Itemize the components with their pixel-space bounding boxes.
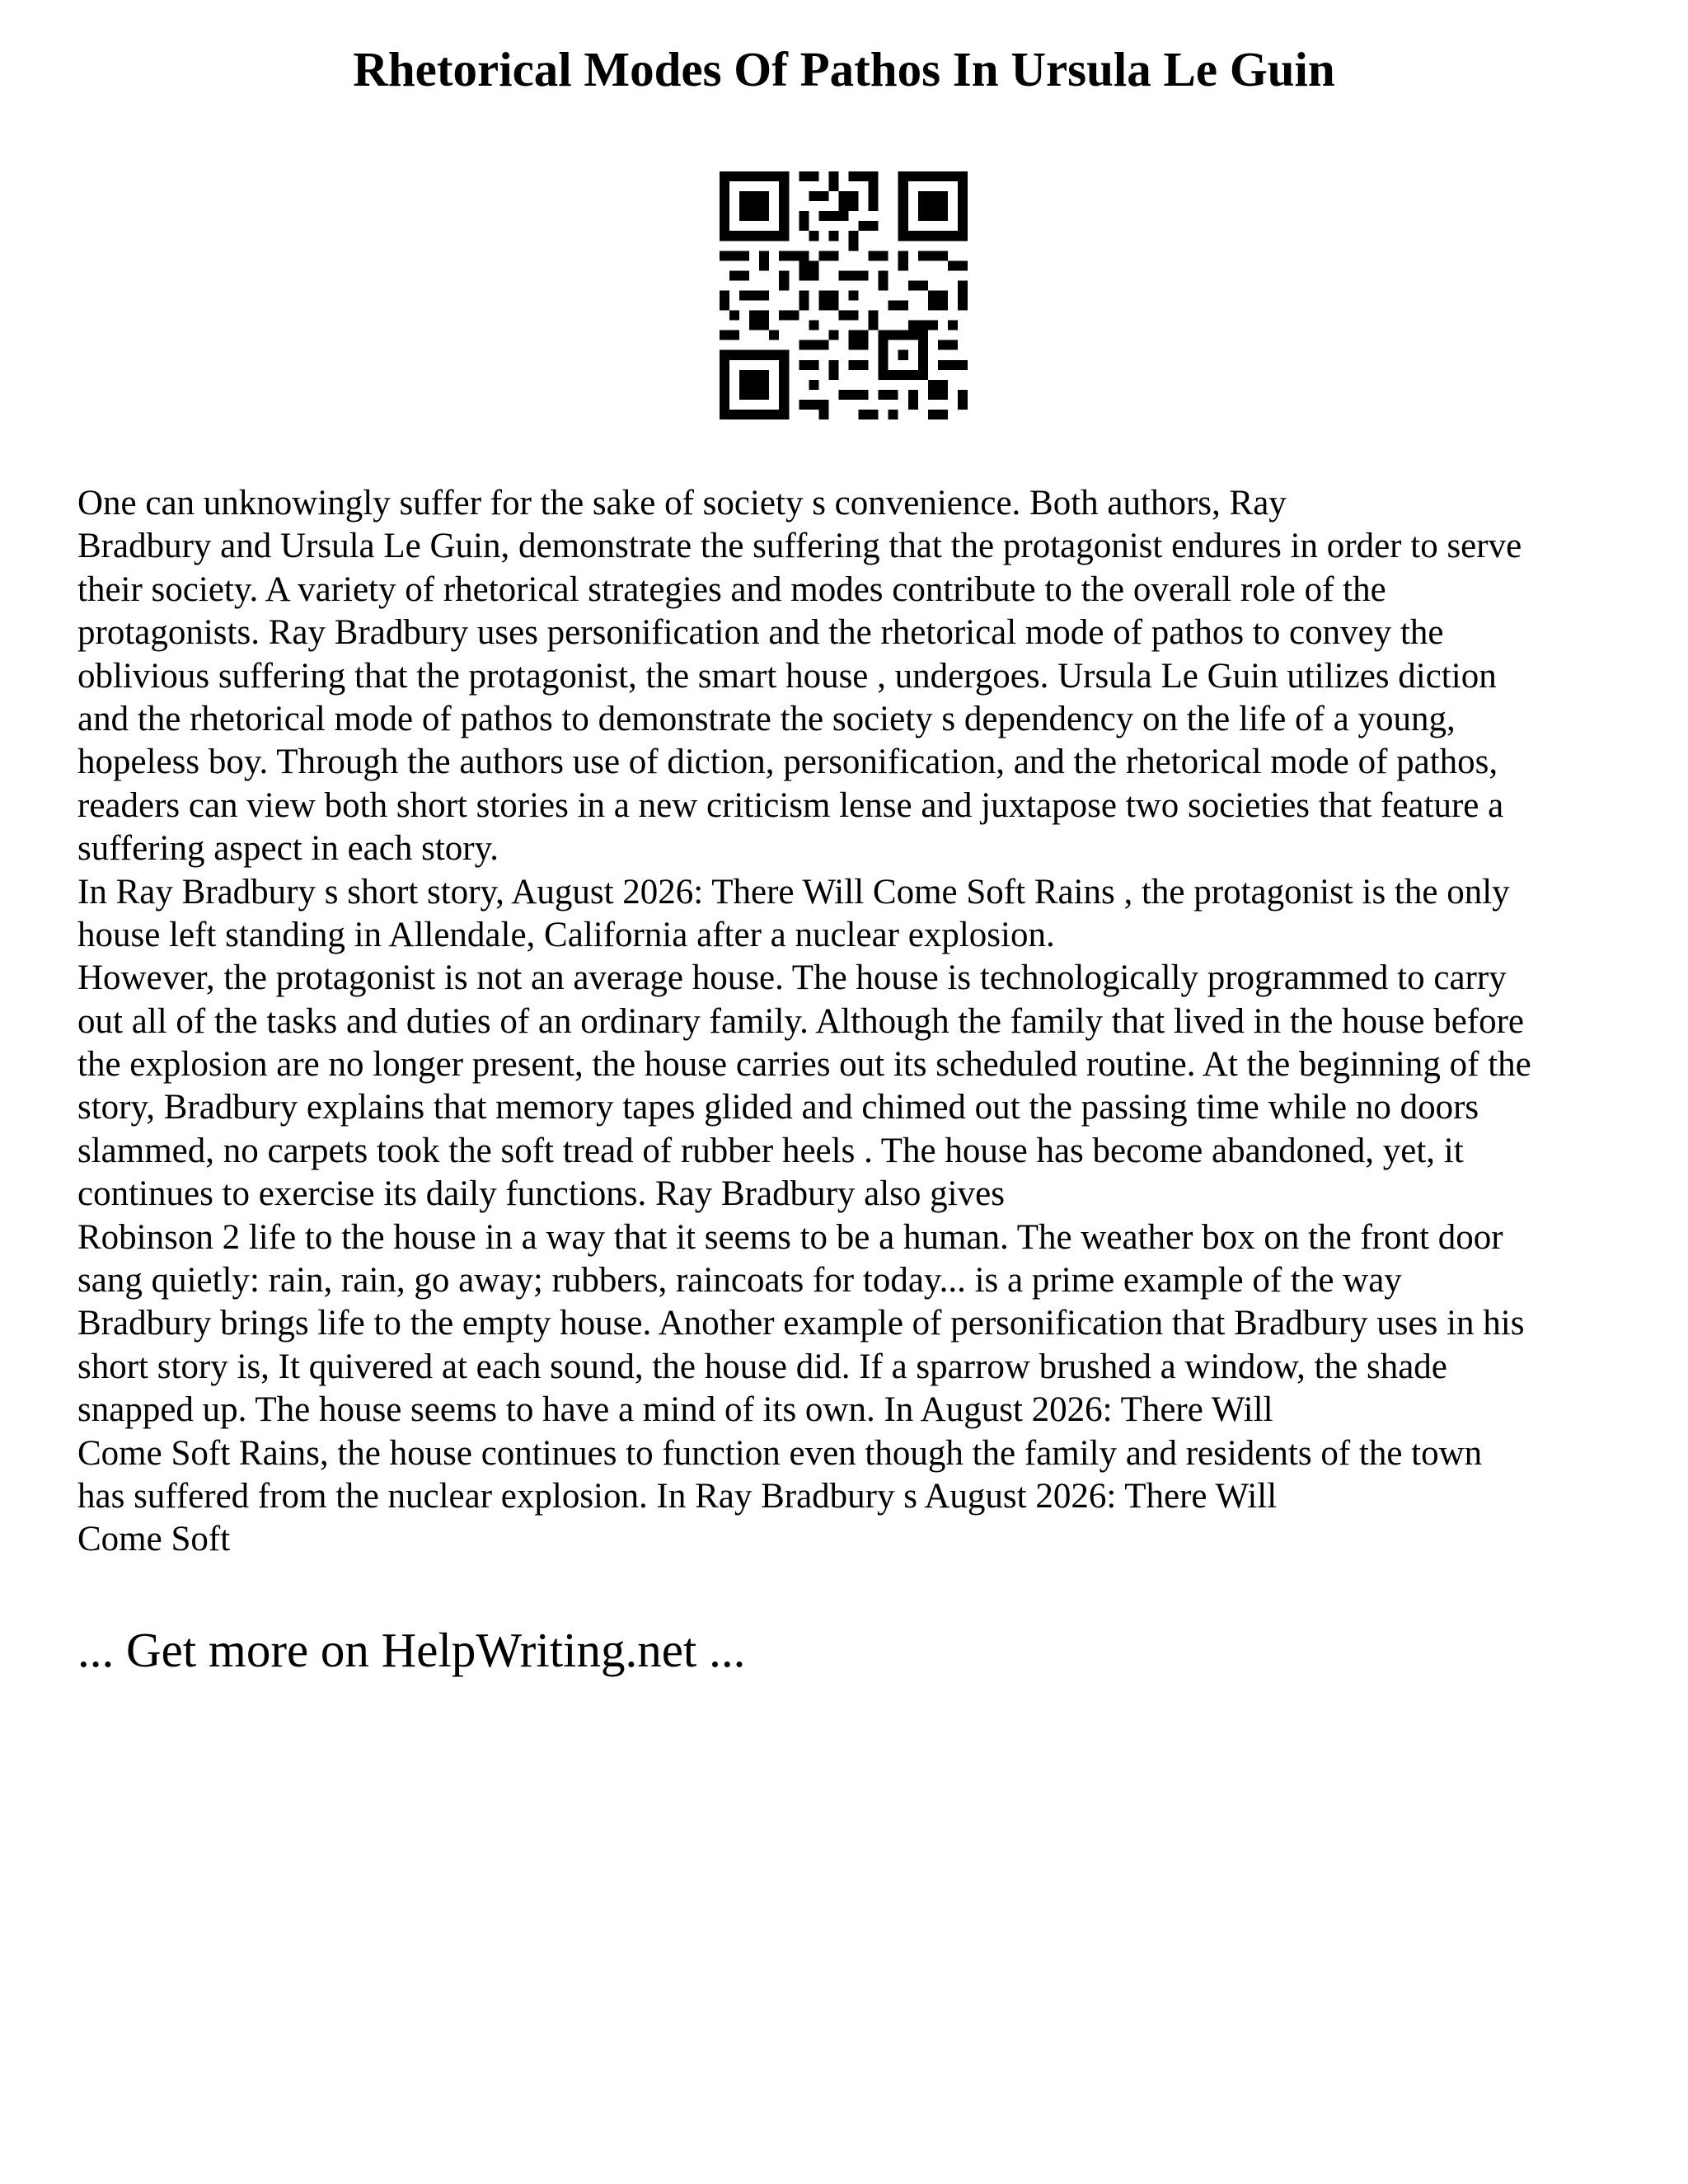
body-line: short story is, It quivered at each sound, the house did. If a sparrow brushed a window, the shade [77, 1347, 1447, 1386]
body-line: oblivious suffering that the protagonist, the smart house , undergoes. Ursula Le Guin utilizes diction [77, 656, 1497, 696]
body-line: snapped up. The house seems to have a mind of its own. In August 2026: There Will [77, 1390, 1273, 1430]
body-line: Bradbury brings life to the empty house. Another example of personification that Bradbury uses in his [77, 1304, 1525, 1343]
body-line: Come Soft Rains, the house continues to function even though the family and residents of the town [77, 1433, 1483, 1473]
body-line: suffering aspect in each story. [77, 829, 499, 869]
qr-code-graphic [720, 171, 968, 419]
body-line: However, the protagonist is not an average house. The house is technologically programmed to carry [77, 958, 1507, 998]
body-line: Come Soft [77, 1520, 231, 1559]
qr-code-icon [720, 171, 968, 419]
page-title: Rhetorical Modes Of Pathos In Ursula Le Guin [353, 42, 1335, 96]
article-body [77, 482, 1643, 1562]
body-line: In Ray Bradbury s short story, August 2026: There Will Come Soft Rains , the protagonist is the only [77, 872, 1510, 912]
body-line: has suffered from the nuclear explosion. In Ray Bradbury s August 2026: There Will [77, 1476, 1278, 1516]
body-line: One can unknowingly suffer for the sake of society s convenience. Both authors, Ray [77, 484, 1287, 523]
body-line: slammed, no carpets took the soft tread of rubber heels . The house has become abandoned, yet, it [77, 1131, 1464, 1170]
body-line: sang quietly: rain, rain, go away; rubbers, raincoats for today... is a prime example of the way [77, 1261, 1402, 1301]
body-line: Bradbury and Ursula Le Guin, demonstrate the suffering that the protagonist endures in order to serve [77, 527, 1522, 566]
body-line: continues to exercise its daily functions. Ray Bradbury also gives [77, 1174, 1005, 1214]
body-line: their society. A variety of rhetorical strategies and modes contribute to the overall role of the [77, 569, 1386, 609]
body-line: readers can view both short stories in a new criticism lense and juxtapose two societies that feature a [77, 785, 1504, 825]
body-line: Robinson 2 life to the house in a way that it seems to be a human. The weather box on the front door [77, 1217, 1503, 1257]
body-line: out all of the tasks and duties of an ordinary family. Although the family that lived in the house before [77, 1001, 1525, 1041]
body-line: hopeless boy. Through the authors use of diction, personification, and the rhetorical mode of pathos, [77, 743, 1498, 782]
body-line: the explosion are no longer present, the house carries out its scheduled routine. At the beginning of the [77, 1045, 1531, 1085]
body-line: protagonists. Ray Bradbury uses personification and the rhetorical mode of pathos to convey the [77, 613, 1444, 653]
body-line: house left standing in Allendale, California after a nuclear explosion. [77, 915, 1055, 954]
body-line: and the rhetorical mode of pathos to demonstrate the society s dependency on the life of a young, [77, 699, 1456, 738]
body-line: story, Bradbury explains that memory tapes glided and chimed out the passing time while no doors [77, 1088, 1479, 1127]
get-more-link[interactable]: ... Get more on HelpWriting.net ... [77, 1623, 746, 1677]
